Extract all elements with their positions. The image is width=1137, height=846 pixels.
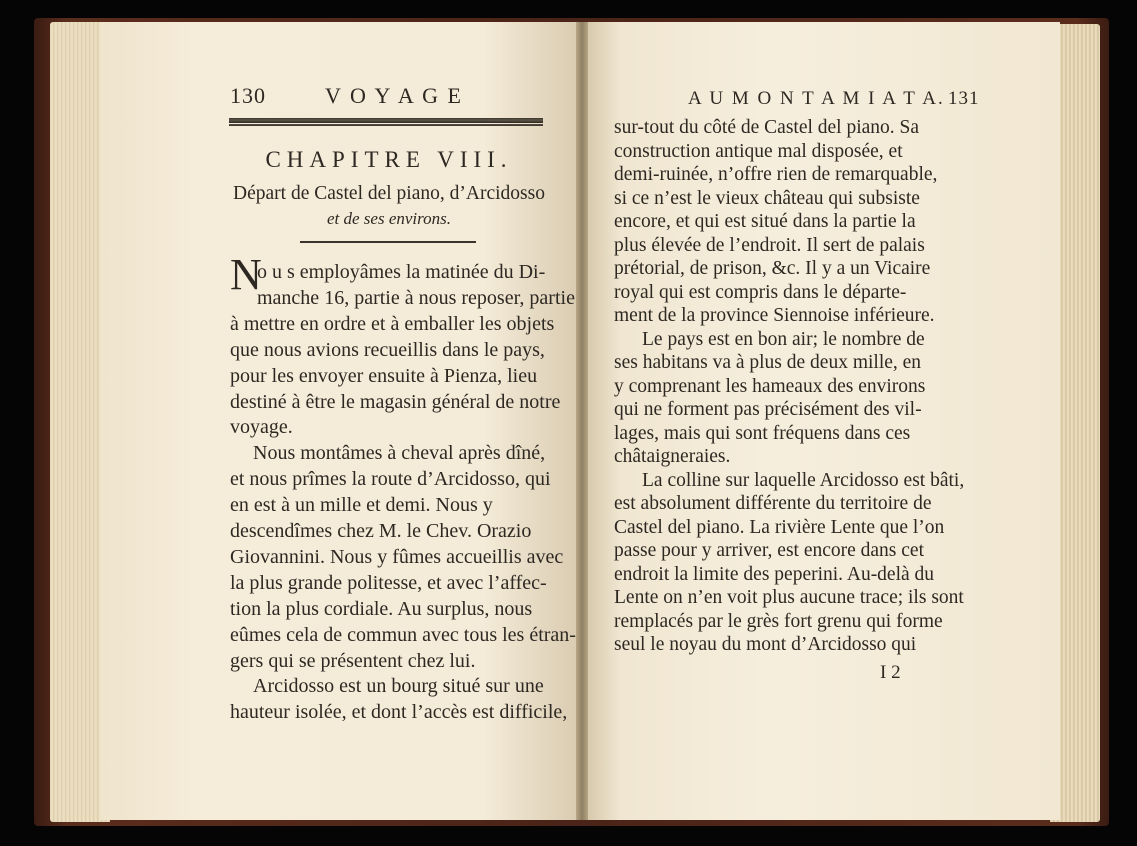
left-text-line: tion la plus cordiale. Au surplus, nous	[230, 597, 533, 620]
chapter-divider	[300, 241, 476, 243]
right-text-line: plus élevée de l’endroit. Il sert de palais	[614, 234, 925, 256]
right-text-line: ses habitans va à plus de deux mille, en	[614, 352, 922, 373]
right-text-line: seul le noyau du mont d’Arcidosso qui	[614, 634, 917, 655]
left-running-head: V O Y A G E	[325, 83, 463, 108]
left-page	[100, 22, 580, 820]
right-text-line: construction antique mal disposée, et	[614, 140, 903, 162]
book-gutter	[576, 22, 588, 820]
left-text-line: manche 16, partie à nous reposer, partie	[257, 286, 575, 309]
right-text-line: sur-tout du côté de Castel del piano. Sa	[614, 117, 920, 138]
right-text-line: y comprenant les hameaux des environs	[614, 375, 926, 397]
right-text-line: qui ne forment pas précisément des vil-	[614, 399, 922, 420]
left-header-rule-2	[229, 124, 543, 126]
chapter-heading: CHAPITRE VIII.	[265, 147, 513, 172]
left-text-line: pour les envoyer ensuite à Pienza, lieu	[230, 364, 538, 387]
right-text-line: lages, mais qui sont fréquens dans ces	[614, 422, 911, 444]
right-text-line: Le pays est en bon air; le nombre de	[642, 328, 925, 350]
right-text-line: encore, et qui est situé dans la partie la	[614, 211, 916, 232]
right-text-line: endroit la limite des peperini. Au-delà du	[614, 563, 935, 585]
right-text-line: passe pour y arriver, est encore dans cet	[614, 540, 925, 561]
left-text-line: Giovannini. Nous y fûmes accueillis avec	[230, 545, 564, 568]
right-text-line: La colline sur laquelle Arcidosso est bâti,	[642, 469, 965, 491]
right-page-number: 131	[948, 88, 980, 109]
right-text-line: Castel del piano. La rivière Lente que l’on	[614, 516, 945, 538]
left-text-line: Nous montâmes à cheval après dîné,	[253, 442, 546, 465]
chapter-title-line-1: Départ de Castel del piano, d’Arcidosso	[233, 183, 545, 204]
left-text-line: en est à un mille et demi. Nous y	[230, 494, 493, 517]
right-text-line: prétorial, de prison, &c. Il y a un Vicaire	[614, 258, 931, 279]
left-text-line: destiné à être le magasin général de notre	[230, 390, 561, 413]
left-text-line: à mettre en ordre et à emballer les objets	[230, 312, 555, 335]
right-running-head: A U M O N T A M I A T A.	[688, 88, 945, 109]
left-header-rule	[229, 118, 543, 123]
chapter-title-line-2: et de ses environs.	[326, 209, 451, 228]
right-text-line: demi-ruinée, n’offre rien de remarquable,	[614, 164, 938, 185]
right-text-line: est absolument différente du territoire de	[614, 493, 932, 514]
left-text-line: gers qui se présentent chez lui.	[230, 649, 476, 672]
left-text-line: que nous avions recueillis dans le pays,	[230, 338, 545, 361]
signature-mark: I 2	[880, 662, 901, 683]
left-text-line: la plus grande politesse, et avec l’affec-	[230, 571, 547, 594]
right-text-line: royal qui est compris dans le départe-	[614, 281, 907, 303]
right-text-line: si ce n’est le vieux château qui subsiste	[614, 187, 920, 209]
left-page-number: 130	[230, 83, 266, 108]
left-text-line: o u s employâmes la matinée du Di-	[257, 261, 546, 283]
right-text-line: Lente on n’en voit plus aucune trace; ils sont	[614, 587, 964, 608]
left-text-line: hauteur isolée, et dont l’accès est difficile,	[230, 701, 568, 724]
right-text-line: ment de la province Siennoise inférieure.	[614, 305, 935, 326]
left-text-line: et nous prîmes la route d’Arcidosso, qui	[230, 468, 551, 491]
left-text-line: descendîmes chez M. le Chev. Orazio	[230, 520, 532, 542]
right-text-line: remplacés par le grès fort grenu qui forme	[614, 610, 943, 632]
right-text-line: châtaigneraies.	[614, 446, 731, 467]
left-text-line: eûmes cela de commun avec tous les étran-	[230, 623, 576, 646]
drop-cap: N	[230, 250, 262, 299]
left-text-line: Arcidosso est un bourg situé sur une	[253, 675, 544, 698]
left-text-line: voyage.	[230, 416, 293, 439]
